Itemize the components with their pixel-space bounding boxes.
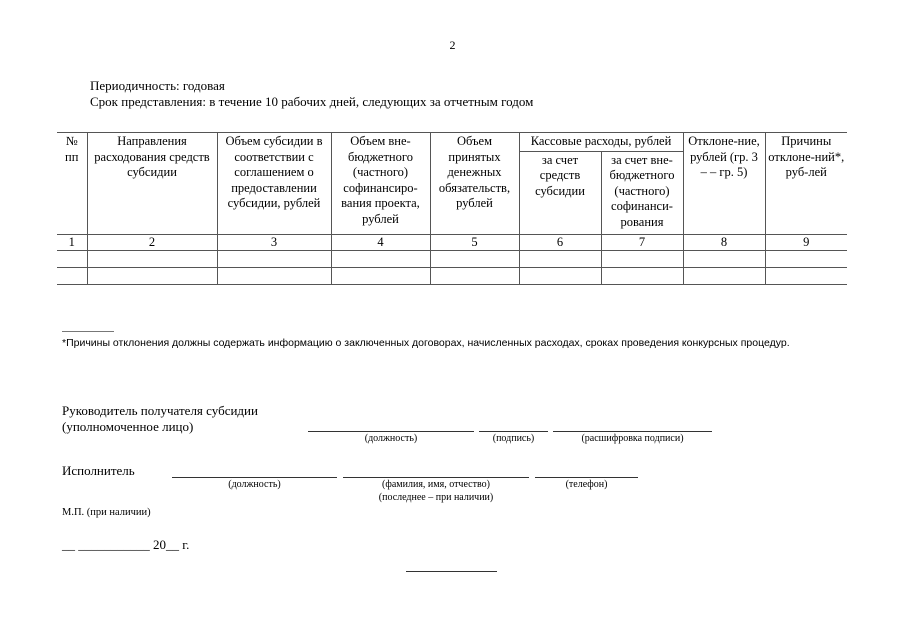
table-cell <box>331 268 430 285</box>
footnote-separator <box>62 331 114 332</box>
header-obligations: Объем принятых денежных обязательств, рублей <box>430 133 519 235</box>
table-cell <box>519 251 601 268</box>
head-signature-line <box>479 431 548 432</box>
executor-label: Исполнитель <box>62 463 135 478</box>
table-cell <box>519 268 601 285</box>
footnote: *Причины отклонения должны содержать информацию о заключенных договорах, начисленных расходах, сроках проведения конкурсных процедур. <box>62 337 790 349</box>
table-cell <box>217 268 331 285</box>
periodicity-text: Периодичность: годовая <box>90 78 225 93</box>
head-decoding-caption: (расшифровка подписи) <box>581 433 684 444</box>
executor-position-caption: (должность) <box>228 479 281 490</box>
table-cell <box>601 251 683 268</box>
column-number-5: 5 <box>430 234 519 251</box>
table-cell <box>57 251 87 268</box>
column-number-6: 6 <box>519 234 601 251</box>
header-directions: Направления расходования средств субсидии <box>87 133 217 235</box>
head-position-line <box>308 431 474 432</box>
head-label: Руководитель получателя субсидии <box>62 403 258 418</box>
header-extrabudget-funds: за счет вне-бюджетного (частного) софинанси-рования <box>601 151 683 234</box>
table-cell <box>430 251 519 268</box>
stamp-label: М.П. (при наличии) <box>62 507 151 518</box>
page-number: 2 <box>449 38 456 52</box>
executor-name-line <box>343 477 529 478</box>
table-cell <box>683 268 765 285</box>
report-table <box>57 132 847 285</box>
date-line: __ ___________ 20__ г. <box>62 537 190 552</box>
table-cell <box>683 251 765 268</box>
deadline-text: Срок представления: в течение 10 рабочих дней, следующих за отчетным годом <box>90 94 534 109</box>
table-cell <box>87 268 217 285</box>
table-cell <box>601 268 683 285</box>
table-cell <box>57 268 87 285</box>
column-number-3: 3 <box>217 234 331 251</box>
executor-name-caption: (фамилия, имя, отчество) <box>382 479 490 490</box>
table-cell <box>765 251 847 268</box>
table-row <box>57 268 847 285</box>
table-cell <box>765 268 847 285</box>
header-number: № пп <box>57 133 87 235</box>
header-deviation-reasons: Причины отклоне-ний*, руб-лей <box>765 133 847 235</box>
header-subsidy-volume: Объем субсидии в соответствии с соглашением о предоставлении субсидии, рублей <box>217 133 331 235</box>
head-sublabel: (уполномоченное лицо) <box>62 419 194 434</box>
table-row <box>57 251 847 268</box>
table-cell <box>87 251 217 268</box>
table-cell <box>217 251 331 268</box>
head-signature-caption: (подпись) <box>492 433 535 444</box>
executor-position-line <box>172 477 337 478</box>
column-number-1: 1 <box>57 234 87 251</box>
executor-name-note: (последнее – при наличии) <box>378 492 494 503</box>
executor-phone-line <box>535 477 638 478</box>
column-number-7: 7 <box>601 234 683 251</box>
column-number-8: 8 <box>683 234 765 251</box>
head-position-caption: (должность) <box>364 433 418 444</box>
header-cash-expenses: Кассовые расходы, рублей <box>519 133 683 152</box>
header-deviation: Отклоне-ние, рублей (гр. 3 – – гр. 5) <box>683 133 765 235</box>
table-cell <box>430 268 519 285</box>
bottom-separator <box>406 571 497 572</box>
table-cell <box>331 251 430 268</box>
column-number-4: 4 <box>331 234 430 251</box>
head-decoding-line <box>553 431 712 432</box>
column-number-2: 2 <box>87 234 217 251</box>
header-subsidy-funds: за счет средств субсидии <box>519 151 601 234</box>
column-number-9: 9 <box>765 234 847 251</box>
executor-phone-caption: (телефон) <box>565 479 608 490</box>
header-extrabudget-volume: Объем вне-бюджетного (частного) софинансиро-вания проекта, рублей <box>331 133 430 235</box>
